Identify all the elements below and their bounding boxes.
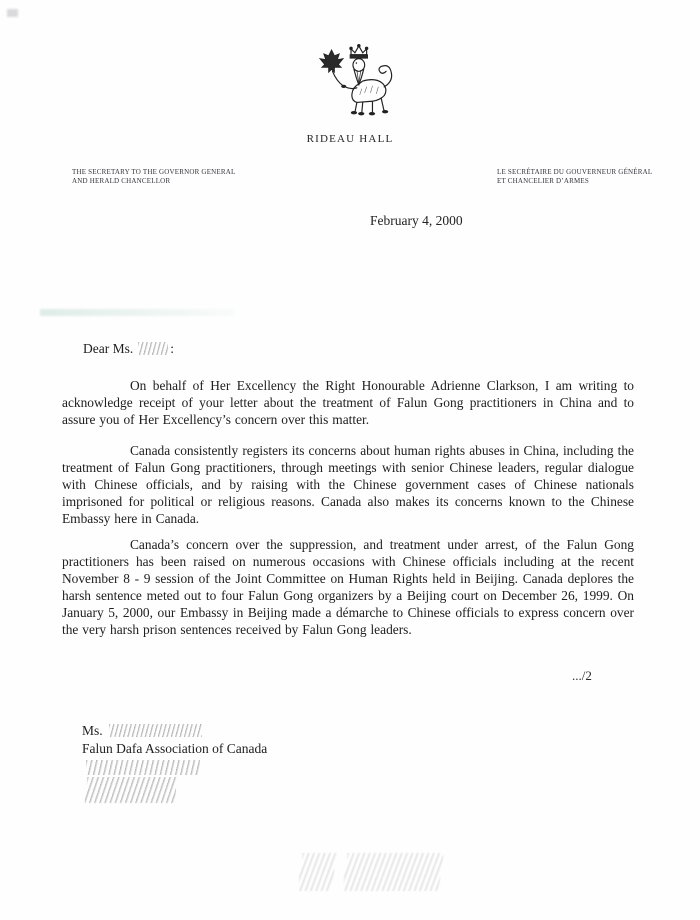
recipient-name-line (82, 722, 267, 740)
salutation-colon: : (170, 341, 175, 356)
letterhead-office-french (497, 168, 652, 186)
letter-paragraph: Canada’s concern over the suppression, and treatment under arrest, of the Falun Gong practitioners has been raised on numerous occasions with Chinese officials including at the recent November 8 - 9 session of the Joint Committee on Human Rights held in Beijing. Canada deplores the harsh sentence meted out to four Falun Gong organizers by a Beijing court on December 26, 1999. On January 5, 2000, our Embassy in Beijing made a démarche to Chinese officials to express concern over the very harsh prison sentences received by Falun Gong leaders. (62, 537, 634, 637)
office-line: THE SECRETARY TO THE GOVERNOR GENERAL (72, 168, 236, 176)
office-line: ET CHANCELIER D’ARMES (497, 177, 589, 185)
scan-smudge (40, 309, 235, 316)
redacted-recipient-name (109, 724, 202, 737)
redacted-line (85, 777, 178, 803)
royal-lion-crest-icon (308, 44, 396, 120)
letter-paragraph: On behalf of Her Excellency the Right Honourable Adrienne Clarkson, I am writing to acknowledge receipt of your letter about the treatment of Falun Gong practitioners in China and to assure you of Her Excellency’s concern over this matter. (62, 378, 634, 427)
redacted-recipient-name (138, 342, 168, 355)
redacted-footer-smudge (297, 853, 336, 891)
redacted-line (86, 760, 200, 775)
letter-paragraph: Canada consistently registers its concerns about human rights abuses in China, including the treatment of Falun Gong practitioners, through meetings with senior Chinese leaders, regular dialogue with Chinese officials, and by raising with the Chinese government cases of Chinese nationals imprisoned for political or religious reasons. Canada also makes its concerns known to the Chinese Embassy here in Canada. (62, 443, 634, 526)
scan-artifact (7, 9, 18, 17)
letterhead-title: RIDEAU HALL (306, 133, 394, 145)
recipient-organization: Falun Dafa Association of Canada (82, 740, 268, 756)
salutation-text: Dear Ms. (83, 341, 134, 356)
redacted-address-lines (86, 760, 200, 803)
recipient-address-block (82, 722, 267, 757)
recipient-prefix: Ms. (82, 723, 103, 738)
office-line: LE SECRÉTAIRE DU GOUVERNEUR GÉNÉRAL (497, 168, 653, 176)
redacted-footer-smudge (342, 853, 443, 891)
office-line: AND HERALD CHANCELLOR (72, 177, 171, 185)
page-continuation-marker: .../2 (572, 668, 592, 683)
letter-date: February 4, 2000 (370, 213, 463, 228)
letterhead-office-english (72, 168, 236, 186)
salutation-line (83, 341, 174, 357)
